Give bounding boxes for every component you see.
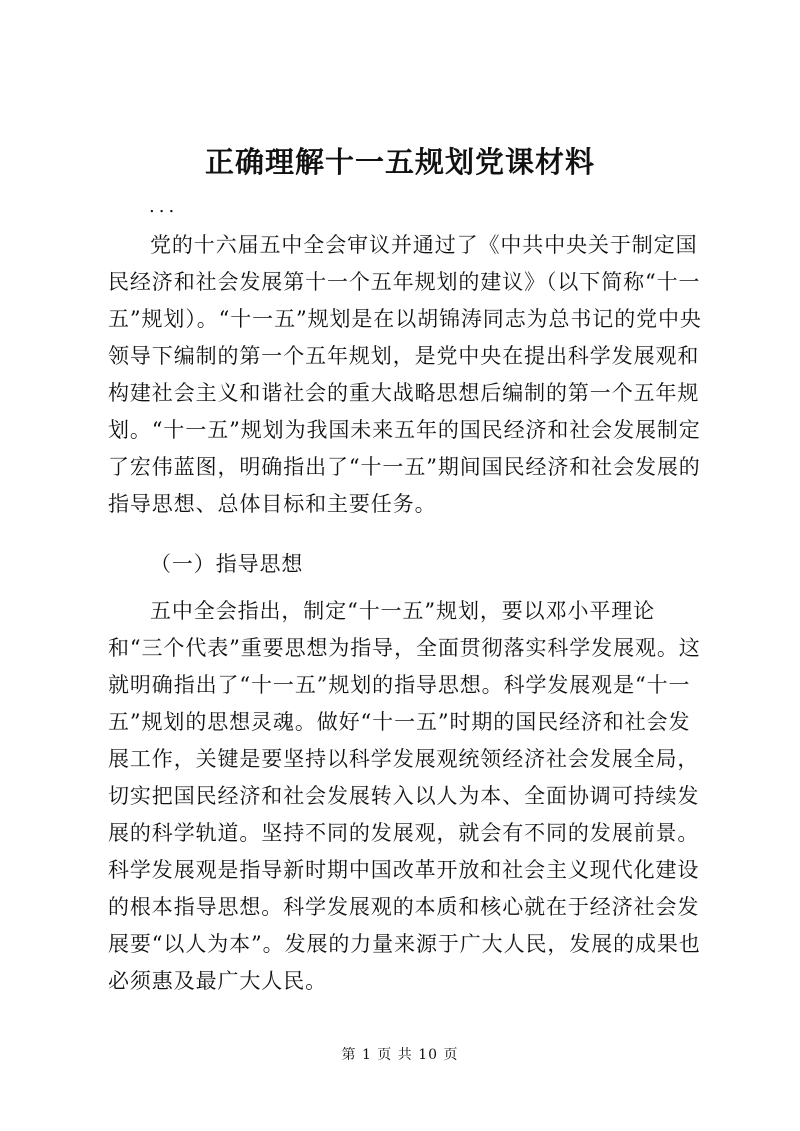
guiding-thought-paragraph: 五中全会指出，制定“十一五”规划，要以邓小平理论和“三个代表”重要思想为指导，全面贯彻落实科学发展观。这就明确指出了“十一五”规划的指导思想。科学发展观是“十一五”规划的思想灵魂。做好“十一五”时期的国民经济和社会发展工作，关键是要坚持以科学发展观统领经济社会发展全局，切实把国民经济和社会发展转入以人为本、全面协调可持续发展的科学轨道。坚持不同的发展观，就会有不同的发展前景。科学发展观是指导新时期中国改革开放和社会主义现代化建设的根本指导思想。科学发展观的本质和核心就在于经济社会发展要“以人为本”。发展的力量来源于广大人民，发展的成果也必须惠及最广大人民。 (108, 599, 701, 993)
intro-paragraph: 党的十六届五中全会审议并通过了《中共中央关于制定国民经济和社会发展第十一个五年规划的建议》（以下简称“十一五”规划）。“十一五”规划是在以胡锦涛同志为总书记的党中央领导下编制的第一个五年规划，是党中央在提出科学发展观和构建社会主义和谐社会的重大战略思想后编制的第一个五年规划。“十一五”规划为我国未来五年的国民经济和社会发展制定了宏伟蓝图，明确指出了“十一五”期间国民经济和社会发展的指导思想、总体目标和主要任务。 (108, 233, 702, 516)
document-title: 正确理解十一五规划党课材料 (204, 145, 595, 179)
ellipsis-marker: ... (149, 196, 179, 217)
page-number-footer: 第 1 页 共 10 页 (341, 1047, 459, 1063)
section-heading: （一）指导思想 (150, 552, 304, 576)
